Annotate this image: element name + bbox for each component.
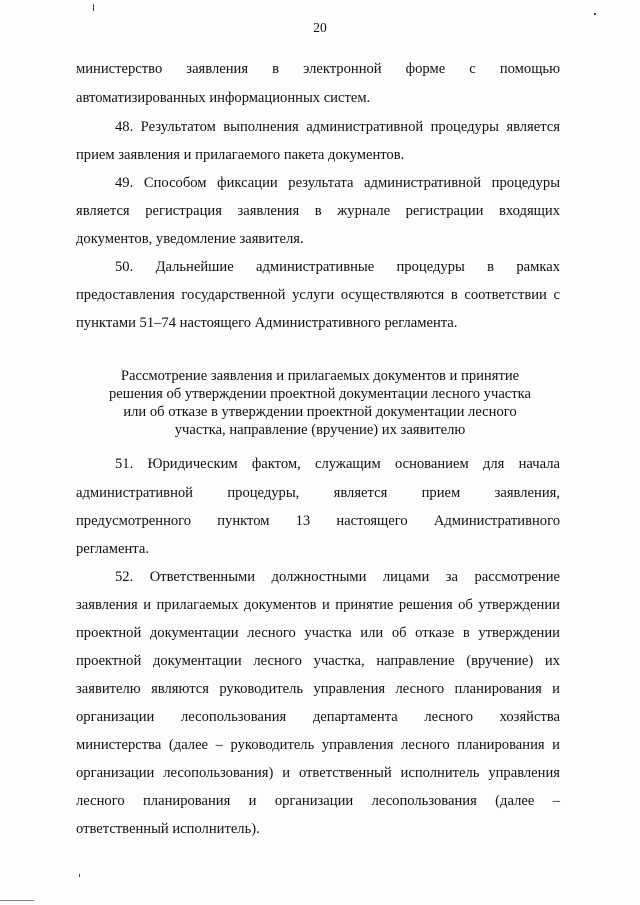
- text-line: предоставления государственной услуги осуществляются в соответствии с: [76, 287, 560, 303]
- paragraph-51-start: 51. Юридическим фактом, служащим основанием для начала: [115, 456, 560, 472]
- text-line: лесного планирования и организации лесопользования (далее –: [76, 793, 560, 809]
- section-heading-line: или об отказе в утверждении проектной документации лесного: [123, 404, 517, 420]
- text-line: министерство заявления в электронной форме с помощью: [76, 61, 560, 77]
- paragraph-49-start: 49. Способом фиксации результата административной процедуры: [115, 175, 560, 191]
- section-heading-line: Рассмотрение заявления и прилагаемых документов и принятие: [120, 368, 520, 384]
- text-line: регламента.: [76, 541, 149, 557]
- text-line: автоматизированных информационных систем.: [76, 90, 371, 106]
- section-heading-line: участка, направление (вручение) их заявителю: [174, 422, 466, 438]
- scan-mark: [79, 874, 80, 877]
- text-line: прием заявления и прилагаемого пакета документов.: [76, 147, 405, 163]
- scan-mark: [594, 13, 596, 15]
- text-line: проектной документации лесного участка или об отказе в утверждении: [76, 625, 560, 641]
- text-line: пунктами 51–74 настоящего Административного регламента.: [76, 315, 458, 331]
- text-line: предусмотренного пунктом 13 настоящего Административного: [76, 513, 560, 529]
- scan-mark: [93, 4, 94, 11]
- text-line: заявления и прилагаемых документов и принятие решения об утверждении: [76, 597, 560, 613]
- text-line: документов, уведомление заявителя.: [76, 231, 304, 247]
- text-line: административной процедуры, является прием заявления,: [76, 485, 560, 501]
- text-line: является регистрация заявления в журнале регистрации входящих: [76, 203, 560, 219]
- section-heading-line: решения об утверждении проектной документации лесного участка: [109, 386, 531, 402]
- text-line: организации лесопользования департамента лесного хозяйства: [76, 709, 560, 725]
- text-line: ответственный исполнитель).: [76, 821, 260, 837]
- paragraph-52-start: 52. Ответственными должностными лицами за рассмотрение: [115, 569, 560, 585]
- text-line: министерства (далее – руководитель управления лесного планирования и: [76, 737, 560, 753]
- text-line: проектной документации лесного участка, направление (вручение) их: [76, 653, 560, 669]
- page-number: 20: [313, 20, 327, 35]
- text-line: заявителю являются руководитель управления лесного планирования и: [76, 681, 560, 697]
- scan-mark: [0, 900, 34, 901]
- paragraph-48-start: 48. Результатом выполнения административной процедуры является: [115, 119, 560, 135]
- text-line: организации лесопользования) и ответственный исполнитель управления: [76, 765, 560, 781]
- paragraph-50-start: 50. Дальнейшие административные процедуры в рамках: [115, 259, 560, 275]
